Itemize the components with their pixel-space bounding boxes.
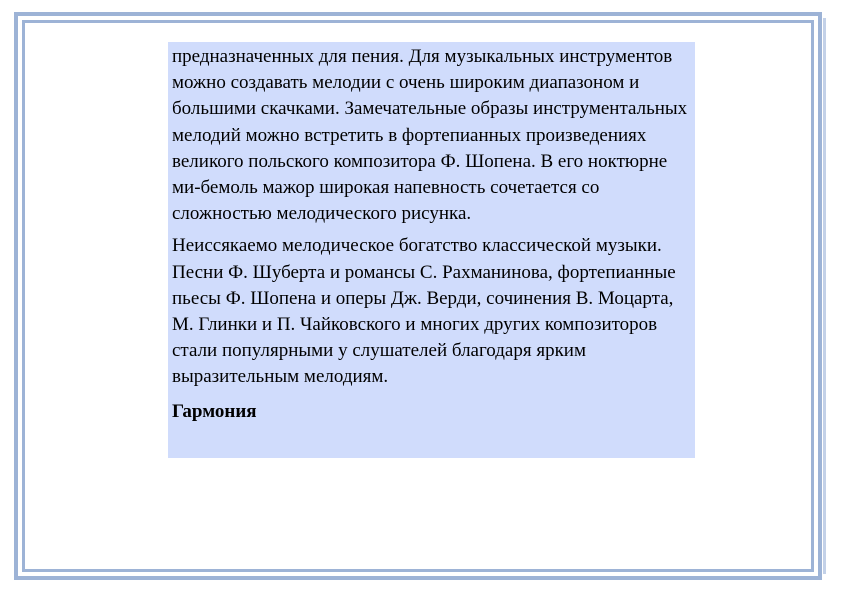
paragraph-instrumental-melodies: предназначенных для пения. Для музыкальных инструментов можно создавать мелодии с очень широким диапазоном и большими скачками. Замечательные образы инструментальных мелодий можно встретить в фортепианных произведениях великого польского композитора Ф. Шопена. В его ноктюрне ми-бемоль мажор широкая напевность сочетается со сложностью мелодического рисунка. xyxy=(172,46,688,225)
paragraph-classical-melodies: Неиссякаемо мелодическое богатство классической музыки. Песни Ф. Шуберта и романсы С. Рахманинова, фортепианные пьесы Ф. Шопена и оперы Дж. Верди, сочинения В. Моцарта, М. Глинки и П. Чайковского и многих других композиторов стали популярными у слушателей благодаря ярким выразительным мелодиям. xyxy=(172,235,676,388)
text-content-box xyxy=(168,42,695,458)
section-heading: Гармония xyxy=(172,400,257,422)
